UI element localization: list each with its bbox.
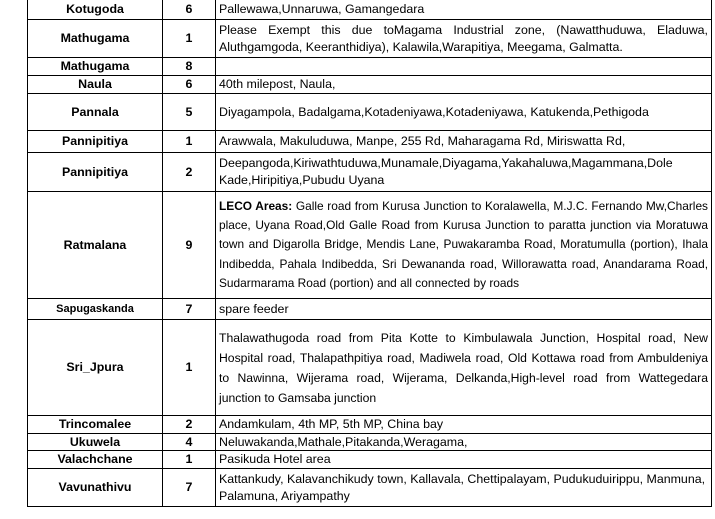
leco-areas-label: LECO Areas: [219,198,293,213]
feeder-cell: 8 [163,58,216,76]
feeder-cell: 1 [163,131,216,153]
table-row [28,76,712,94]
locations-cell: Please Exempt this due toMagama Industrial zone, (Nawatthuduwa, Eladuwa, Aluthgamgoda, Keeranthidiya), Kalawila,Warapitiya, Meegama, Galmatta. [216,20,712,58]
area-cell: Ratmalana [28,192,163,299]
area-cell: Ukuwela [28,433,163,451]
table-row [28,131,712,153]
locations-cell: Neluwakanda,Mathale,Pitakanda,Weragama, [216,433,712,451]
table-row [28,153,712,192]
locations-cell: Kattankudy, Kalavanchikudy town, Kallavala, Chettipalayam, Pudukuduirippu, Manmuna, Palamuna, Ariyampathy [216,469,712,507]
table-row [28,416,712,434]
feeder-cell: 1 [163,451,216,469]
feeder-cell: 7 [163,469,216,507]
feeder-cell: 7 [163,299,216,320]
locations-cell: 40th milepost, Naula, [216,76,712,94]
locations-text: Galle road from Kurusa Junction to Koralawella, M.J.C. Fernando Mw,Charles place, Uyana Road,Old Galle Road from Kurusa Junction to paratta junction via Moratuwa town and Digarolla Bridge, Mendis Lane, Puwakaramba Road, Moratumulla (portion), Ihala Indibedda, Pahala Indibedda, Sri Dewananda road, Willorawatta road, Anandarama Road, Sudarmarama Road (portion) and all connected by roads [219,198,709,290]
table-row [28,0,712,20]
feeder-cell: 4 [163,433,216,451]
locations-cell [216,192,712,299]
locations-cell: spare feeder [216,299,712,320]
table-row [28,299,712,320]
locations-cell: Thalawathugoda road from Pita Kotte to Kimbulawala Junction, Hospital road, New Hospital road, Thalapathpitiya road, Madiwela road, Old Kottawa road from Ambuldeniya to Nawinna, Wijerama road, Wijerama, Delkanda,High-level road from Wattegedara junction to Gamsaba junction [216,320,712,416]
locations-cell: Pallewawa,Unnaruwa, Gamangedara [216,0,712,20]
area-cell: Sapugaskanda [28,299,163,320]
table-row [28,58,712,76]
area-cell: Pannipitiya [28,131,163,153]
locations-cell: Pasikuda Hotel area [216,451,712,469]
feeder-cell: 2 [163,153,216,192]
table-row [28,433,712,451]
schedule-sheet [27,0,711,507]
table-row [28,20,712,58]
table-row [28,320,712,416]
area-cell: Sri_Jpura [28,320,163,416]
area-cell: Pannipitiya [28,153,163,192]
table-row [28,192,712,299]
table-row [28,94,712,131]
feeder-schedule-table [27,0,712,507]
feeder-cell: 6 [163,0,216,20]
area-cell: Kotugoda [28,0,163,20]
feeder-cell: 1 [163,20,216,58]
area-cell: Naula [28,76,163,94]
table-row [28,469,712,507]
area-cell: Valachchane [28,451,163,469]
feeder-cell: 1 [163,320,216,416]
locations-cell: Arawwala, Makuluduwa, Manpe, 255 Rd, Maharagama Rd, Miriswatta Rd, [216,131,712,153]
area-cell: Pannala [28,94,163,131]
area-cell: Vavunathivu [28,469,163,507]
locations-cell: Diyagampola, Badalgama,Kotadeniyawa,Kotadeniyawa, Katukenda,Pethigoda [216,94,712,131]
area-cell: Mathugama [28,20,163,58]
area-cell: Trincomalee [28,416,163,434]
locations-cell [216,58,712,76]
feeder-cell: 5 [163,94,216,131]
feeder-cell: 9 [163,192,216,299]
locations-cell: Deepangoda,Kiriwathtuduwa,Munamale,Diyagama,Yakahaluwa,Magammana,Dole Kade,Hiripitiya,Pubudu Uyana [216,153,712,192]
table-row [28,451,712,469]
feeder-cell: 6 [163,76,216,94]
area-cell: Mathugama [28,58,163,76]
feeder-cell: 2 [163,416,216,434]
locations-cell: Andamkulam, 4th MP, 5th MP, China bay [216,416,712,434]
